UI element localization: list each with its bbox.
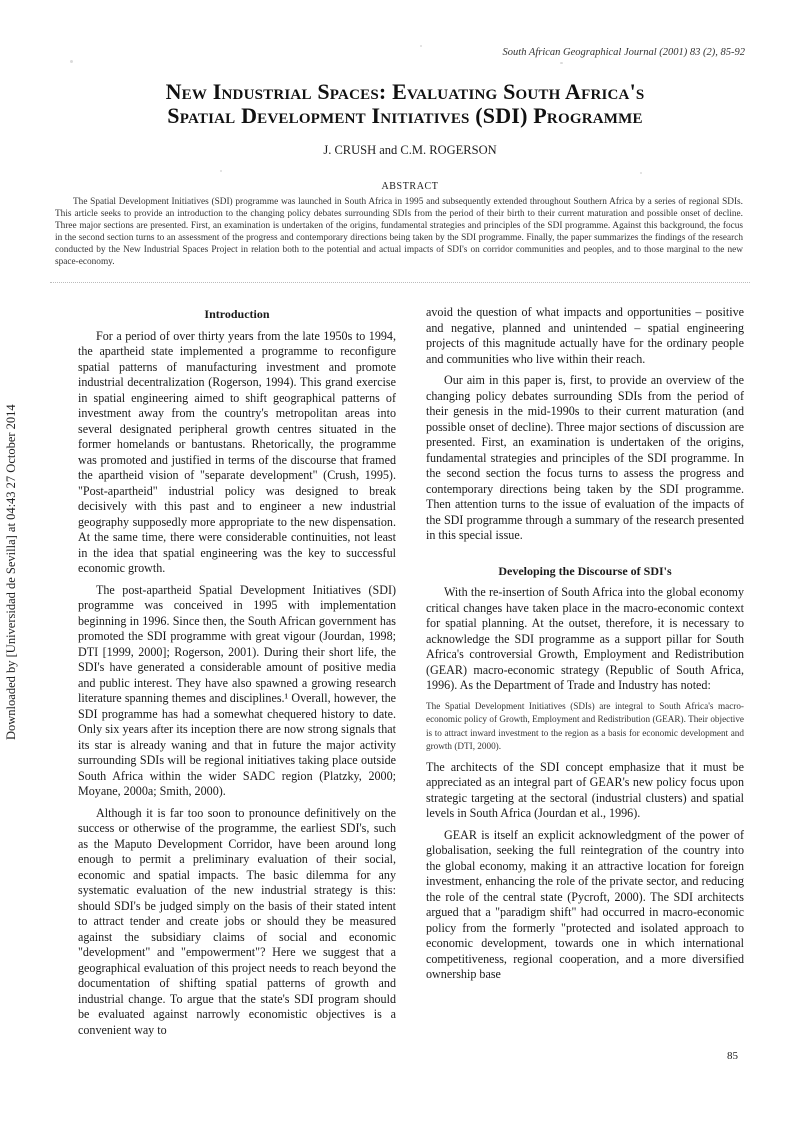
abstract-heading: ABSTRACT bbox=[381, 181, 439, 192]
article-title bbox=[60, 80, 750, 128]
scan-speck bbox=[220, 170, 222, 172]
download-stamp: Downloaded by [Universidad de Sevilla] at 04:43 27 October 2014 bbox=[4, 404, 18, 740]
scan-speck bbox=[420, 45, 422, 47]
paragraph: Our aim in this paper is, first, to provide an overview of the changing policy debates surrounding SDIs from the period of their genesis in the mid-1990s to their current maturation (and possible onset of decline). Three major sections of discussion are presented. First, an examination is undertaken of the origins, fundamental strategies and principles of the SDI programme. In the second section the focus turns to assess the progress and contemporary directions being taken by the SDI programme. Then attention turns to the issue of evaluation of the impacts of the SDI programme through a summary of the research presented in this special issue. bbox=[426, 373, 744, 542]
paragraph: With the re-insertion of South Africa into the global economy critical changes have taken place in the macro-economic context for spatial planning. At the outset, therefore, it is necessary to acknowledge the SDI programme as a support pillar for South Africa's controversial Growth, Employment and Redistribution (GEAR) macro-economic strategy (Republic of South Africa, 1996). As the Department of Trade and Industry has noted: bbox=[426, 585, 744, 692]
paragraph: The architects of the SDI concept emphasize that it must be appreciated as an integral part of GEAR's new policy focus upon strategic targeting at the sectoral (industrial clusters) and spatial levels in South Africa (Jourdan et al., 1996). bbox=[426, 759, 744, 821]
title-line-1: New Industrial Spaces: Evaluating South Africa's bbox=[165, 79, 645, 104]
page-number: 85 bbox=[727, 1050, 738, 1062]
introduction-heading: Introduction bbox=[204, 307, 270, 321]
paragraph: Although it is far too soon to pronounce definitively on the success or otherwise of the programme, the earliest SDI's, such as the Maputo Development Corridor, have been around long enough to permit a preliminary evaluation of their social, economic and spatial impacts. The basic dilemma for any systematic evaluation of the new industrial strategy is this: should SDI's be judged simply on the basis of their stated intent to attract tender and create jobs or should they be measured against the subsidiary claims of social and economic "development" and "empowerment"? Here we suggest that a geographical evaluation of this project needs to reach beyond the documentation of shifting spatial patterns of growth and industrial change. To argue that the state's SDI program should be evaluated against narrowly economistic objectives is a convenient way to bbox=[78, 805, 396, 1037]
abstract-text: The Spatial Development Initiatives (SDI) programme was launched in South Africa in 1995 and subsequently extended throughout Southern Africa by a series of regional SDIs. This article seeks to provide an introduction to the changing policy debates surrounding SDIs from the period of their birth to their current maturation and possible onset of decline. Three major sections are presented. First, an examination is undertaken of the origins, fundamental strategies and principles of the SDI programme. Against this background, the focus in the second section turns to an assessment of the progress and contemporary directions being taken by the SDI programme. Finally, the paper summarizes the findings of the research conducted by the New Industrial Spaces Project in relation both to the potential and actual impacts of SDI's on corridor communities and peoples, and to those marginal to the new space-economy. bbox=[55, 197, 743, 268]
paragraph: avoid the question of what impacts and opportunities – positive and negative, planned and unintended – spatial engineering projects of this magnitude actually have for the ordinary people and communities who live within their reach. bbox=[426, 305, 744, 366]
section-divider bbox=[50, 282, 750, 283]
paragraph: For a period of over thirty years from the late 1950s to 1994, the apartheid state implemented a programme to reconfigure spatial patterns of manufacturing investment and promote industrial decentralization (Rogerson, 1994). This grand exercise in spatial engineering aimed to shift geographical patterns of investment away from the country's metropolitan areas into several designated peripheral growth centres situated in the former homelands or bantustans. Rhetorically, the programme was promoted and justified in terms of the discourse that framed the apartheid vision of "separate development" (Crush, 1995). "Post-apartheid" industrial policy was designed to break decisively with this past and to engineer a new industrial geography supposedly more appropriate to the new dispensation. At the same time, there were considerable continuities, not least in the idea that spatial engineering was the key to successful economic growth. bbox=[78, 328, 396, 575]
scan-speck bbox=[560, 62, 563, 64]
authors: J. CRUSH and C.M. ROGERSON bbox=[323, 143, 497, 157]
scan-speck bbox=[70, 60, 73, 63]
paragraph: GEAR is itself an explicit acknowledgment of the power of globalisation, seeking the full reintegration of the country into the global economy, making it an attractive location for foreign investment, enhancing the role of the private sector, and reducing the role of the central state (Pycroft, 2000). The SDI architects argued that a "paradigm shift" had occurred in macro-economic policy from the formerly "protected and isolated approach to economic development, towards one in which international competitiveness, regional cooperation, and a more diversified ownership base bbox=[426, 827, 744, 982]
journal-citation: South African Geographical Journal (2001) 83 (2), 85-92 bbox=[502, 47, 745, 58]
left-column bbox=[78, 305, 396, 1044]
paragraph: The post-apartheid Spatial Development Initiatives (SDI) programme was conceived in 1995 with implementation beginning in 1996. Since then, the South African government has promoted the SDI programme with great vigour (Jourdan, 1998; DTI [1999, 2000]; Rogerson, 2001). During their short life, the SDI's have generated a considerable amount of positive media and public interest. They have also spawned a growing research literature spanning themes and disciplines.¹ Overall, however, the SDI programme has had a somewhat chequered history to date. Only six years after its inception there are now strong signals that its star is already waning and that in future the major activity surrounding SDIs will be regional initiatives taking place outside South Africa within the wider SADC region (Platzky, 2000; Moyane, 2000a; Smith, 2000). bbox=[78, 582, 396, 798]
block-quote: The Spatial Development Initiatives (SDIs) are integral to South Africa's macro-economic policy of Growth, Employment and Redistribution (GEAR). Their objective is to attract inward investment to the region as a basis for economic development and growth (DTI, 2000). bbox=[426, 700, 744, 752]
section-heading: Developing the Discourse of SDI's bbox=[498, 563, 672, 578]
right-column bbox=[426, 305, 744, 989]
title-line-2: Spatial Development Initiatives (SDI) Programme bbox=[167, 103, 643, 128]
scan-speck bbox=[640, 172, 642, 174]
